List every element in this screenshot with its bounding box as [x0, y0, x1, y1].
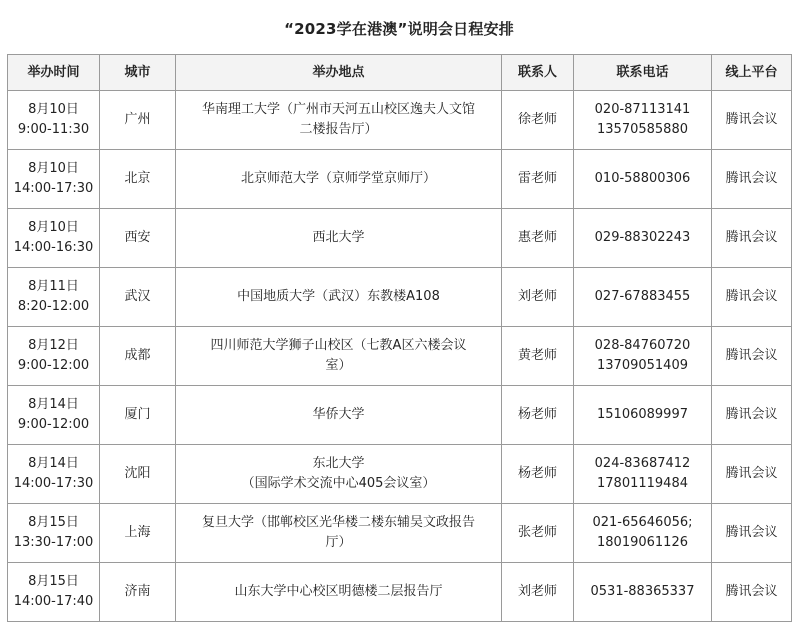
venue-cell — [176, 150, 502, 209]
venue-line: 山东大学中心校区明德楼二层报告厅 — [234, 584, 443, 599]
phone-cell — [574, 91, 712, 150]
phone-number: 029-88302243 — [594, 230, 691, 245]
table-row — [8, 150, 792, 209]
online-platform: 腾讯会议 — [725, 584, 778, 599]
platform-cell — [712, 504, 792, 563]
venue-line: 华南理工大学（广州市天河五山校区逸夫人文馆 — [201, 102, 475, 117]
event-date: 8月10日 — [28, 102, 79, 117]
city-name: 西安 — [124, 230, 151, 245]
platform-cell — [712, 91, 792, 150]
platform-cell — [712, 150, 792, 209]
contact-cell — [502, 268, 574, 327]
time-cell — [8, 91, 100, 150]
city-name: 武汉 — [124, 289, 151, 304]
phone-number: 13709051409 — [597, 358, 688, 373]
platform-cell — [712, 209, 792, 268]
time-cell — [8, 445, 100, 504]
contact-name: 徐老师 — [517, 112, 557, 127]
phone-number: 027-67883455 — [594, 289, 691, 304]
table-row — [8, 91, 792, 150]
phone-number: 0531-88365337 — [590, 584, 695, 599]
contact-cell — [502, 563, 574, 622]
contact-cell — [502, 504, 574, 563]
venue-cell — [176, 563, 502, 622]
phone-cell — [574, 268, 712, 327]
event-time: 14:00-16:30 — [13, 240, 94, 255]
event-date: 8月15日 — [28, 515, 79, 530]
venue-cell — [176, 327, 502, 386]
city-name: 厦门 — [124, 407, 151, 422]
venue-cell — [176, 386, 502, 445]
schedule-body — [8, 91, 792, 622]
city-name: 北京 — [124, 171, 151, 186]
header-venue: 举办地点 — [176, 55, 502, 91]
city-cell — [100, 386, 176, 445]
contact-cell — [502, 150, 574, 209]
online-platform: 腾讯会议 — [725, 466, 778, 481]
event-date: 8月10日 — [28, 161, 79, 176]
phone-number: 020-87113141 — [594, 102, 691, 117]
time-cell — [8, 563, 100, 622]
event-time: 9:00-12:00 — [17, 358, 90, 373]
phone-cell — [574, 327, 712, 386]
event-date: 8月11日 — [28, 279, 79, 294]
event-time: 14:00-17:40 — [13, 594, 94, 609]
city-name: 济南 — [124, 584, 151, 599]
event-time: 13:30-17:00 — [13, 535, 94, 550]
venue-cell — [176, 504, 502, 563]
time-cell — [8, 209, 100, 268]
event-date: 8月14日 — [28, 456, 79, 471]
venue-cell — [176, 91, 502, 150]
event-date: 8月14日 — [28, 397, 79, 412]
venue-line: 中国地质大学（武汉）东教楼A108 — [237, 289, 440, 304]
phone-cell — [574, 504, 712, 563]
schedule-table — [7, 54, 792, 622]
platform-cell — [712, 386, 792, 445]
table-row — [8, 445, 792, 504]
platform-cell — [712, 563, 792, 622]
contact-cell — [502, 386, 574, 445]
venue-line: 西北大学 — [312, 230, 365, 245]
city-cell — [100, 209, 176, 268]
phone-cell — [574, 386, 712, 445]
contact-cell — [502, 445, 574, 504]
header-platform: 线上平台 — [712, 55, 792, 91]
header-city: 城市 — [100, 55, 176, 91]
table-row — [8, 327, 792, 386]
venue-line: 华侨大学 — [312, 407, 365, 422]
time-cell — [8, 268, 100, 327]
phone-number: 15106089997 — [597, 407, 688, 422]
platform-cell — [712, 327, 792, 386]
phone-number: 010-58800306 — [594, 171, 691, 186]
online-platform: 腾讯会议 — [725, 171, 778, 186]
city-cell — [100, 327, 176, 386]
online-platform: 腾讯会议 — [725, 407, 778, 422]
contact-name: 刘老师 — [517, 584, 557, 599]
header-phone: 联系电话 — [574, 55, 712, 91]
event-time: 9:00-11:30 — [17, 122, 90, 137]
venue-cell — [176, 209, 502, 268]
online-platform: 腾讯会议 — [725, 289, 778, 304]
venue-cell — [176, 268, 502, 327]
event-date: 8月15日 — [28, 574, 79, 589]
phone-cell — [574, 445, 712, 504]
phone-cell — [574, 209, 712, 268]
platform-cell — [712, 445, 792, 504]
venue-line: 二楼报告厅） — [299, 122, 378, 137]
phone-number: 021-65646056; — [592, 515, 693, 530]
page-title: “2023学在港澳”说明会日程安排 — [284, 20, 514, 38]
venue-line: 四川师范大学狮子山校区（七教A区六楼会议 — [210, 338, 467, 353]
time-cell — [8, 150, 100, 209]
contact-cell — [502, 91, 574, 150]
city-cell — [100, 268, 176, 327]
contact-name: 雷老师 — [517, 171, 557, 186]
contact-name: 杨老师 — [517, 407, 557, 422]
online-platform: 腾讯会议 — [725, 348, 778, 363]
city-cell — [100, 563, 176, 622]
table-header-row — [8, 55, 792, 91]
contact-name: 刘老师 — [517, 289, 557, 304]
venue-line: （国际学术交流中心405会议室） — [241, 476, 436, 491]
contact-name: 杨老师 — [517, 466, 557, 481]
city-cell — [100, 150, 176, 209]
online-platform: 腾讯会议 — [725, 112, 778, 127]
city-cell — [100, 91, 176, 150]
contact-name: 黄老师 — [517, 348, 557, 363]
table-row — [8, 209, 792, 268]
contact-cell — [502, 327, 574, 386]
table-row — [8, 268, 792, 327]
city-name: 上海 — [124, 525, 151, 540]
table-row — [8, 563, 792, 622]
phone-number: 17801119484 — [597, 476, 688, 491]
table-row — [8, 386, 792, 445]
venue-cell — [176, 445, 502, 504]
platform-cell — [712, 268, 792, 327]
time-cell — [8, 386, 100, 445]
phone-cell — [574, 150, 712, 209]
city-name: 成都 — [124, 348, 151, 363]
city-cell — [100, 445, 176, 504]
event-time: 14:00-17:30 — [13, 476, 94, 491]
venue-line: 北京师范大学（京师学堂京师厅） — [240, 171, 436, 186]
table-row — [8, 504, 792, 563]
contact-name: 张老师 — [517, 525, 557, 540]
phone-number: 18019061126 — [597, 535, 688, 550]
online-platform: 腾讯会议 — [725, 525, 778, 540]
event-date: 8月12日 — [28, 338, 79, 353]
venue-line: 复旦大学（邯郸校区光华楼二楼东辅吴文政报告 — [201, 515, 475, 530]
contact-name: 惠老师 — [517, 230, 557, 245]
city-cell — [100, 504, 176, 563]
event-time: 8:20-12:00 — [17, 299, 90, 314]
venue-line: 厅） — [325, 535, 352, 550]
time-cell — [8, 504, 100, 563]
phone-cell — [574, 563, 712, 622]
city-name: 广州 — [124, 112, 151, 127]
event-date: 8月10日 — [28, 220, 79, 235]
event-time: 9:00-12:00 — [17, 417, 90, 432]
contact-cell — [502, 209, 574, 268]
online-platform: 腾讯会议 — [725, 230, 778, 245]
venue-line: 室） — [325, 358, 352, 373]
phone-number: 024-83687412 — [594, 456, 691, 471]
event-time: 14:00-17:30 — [13, 181, 94, 196]
header-contact: 联系人 — [502, 55, 574, 91]
phone-number: 028-84760720 — [594, 338, 691, 353]
time-cell — [8, 327, 100, 386]
phone-number: 13570585880 — [597, 122, 688, 137]
header-time: 举办时间 — [8, 55, 100, 91]
city-name: 沈阳 — [124, 466, 151, 481]
venue-line: 东北大学 — [312, 456, 365, 471]
